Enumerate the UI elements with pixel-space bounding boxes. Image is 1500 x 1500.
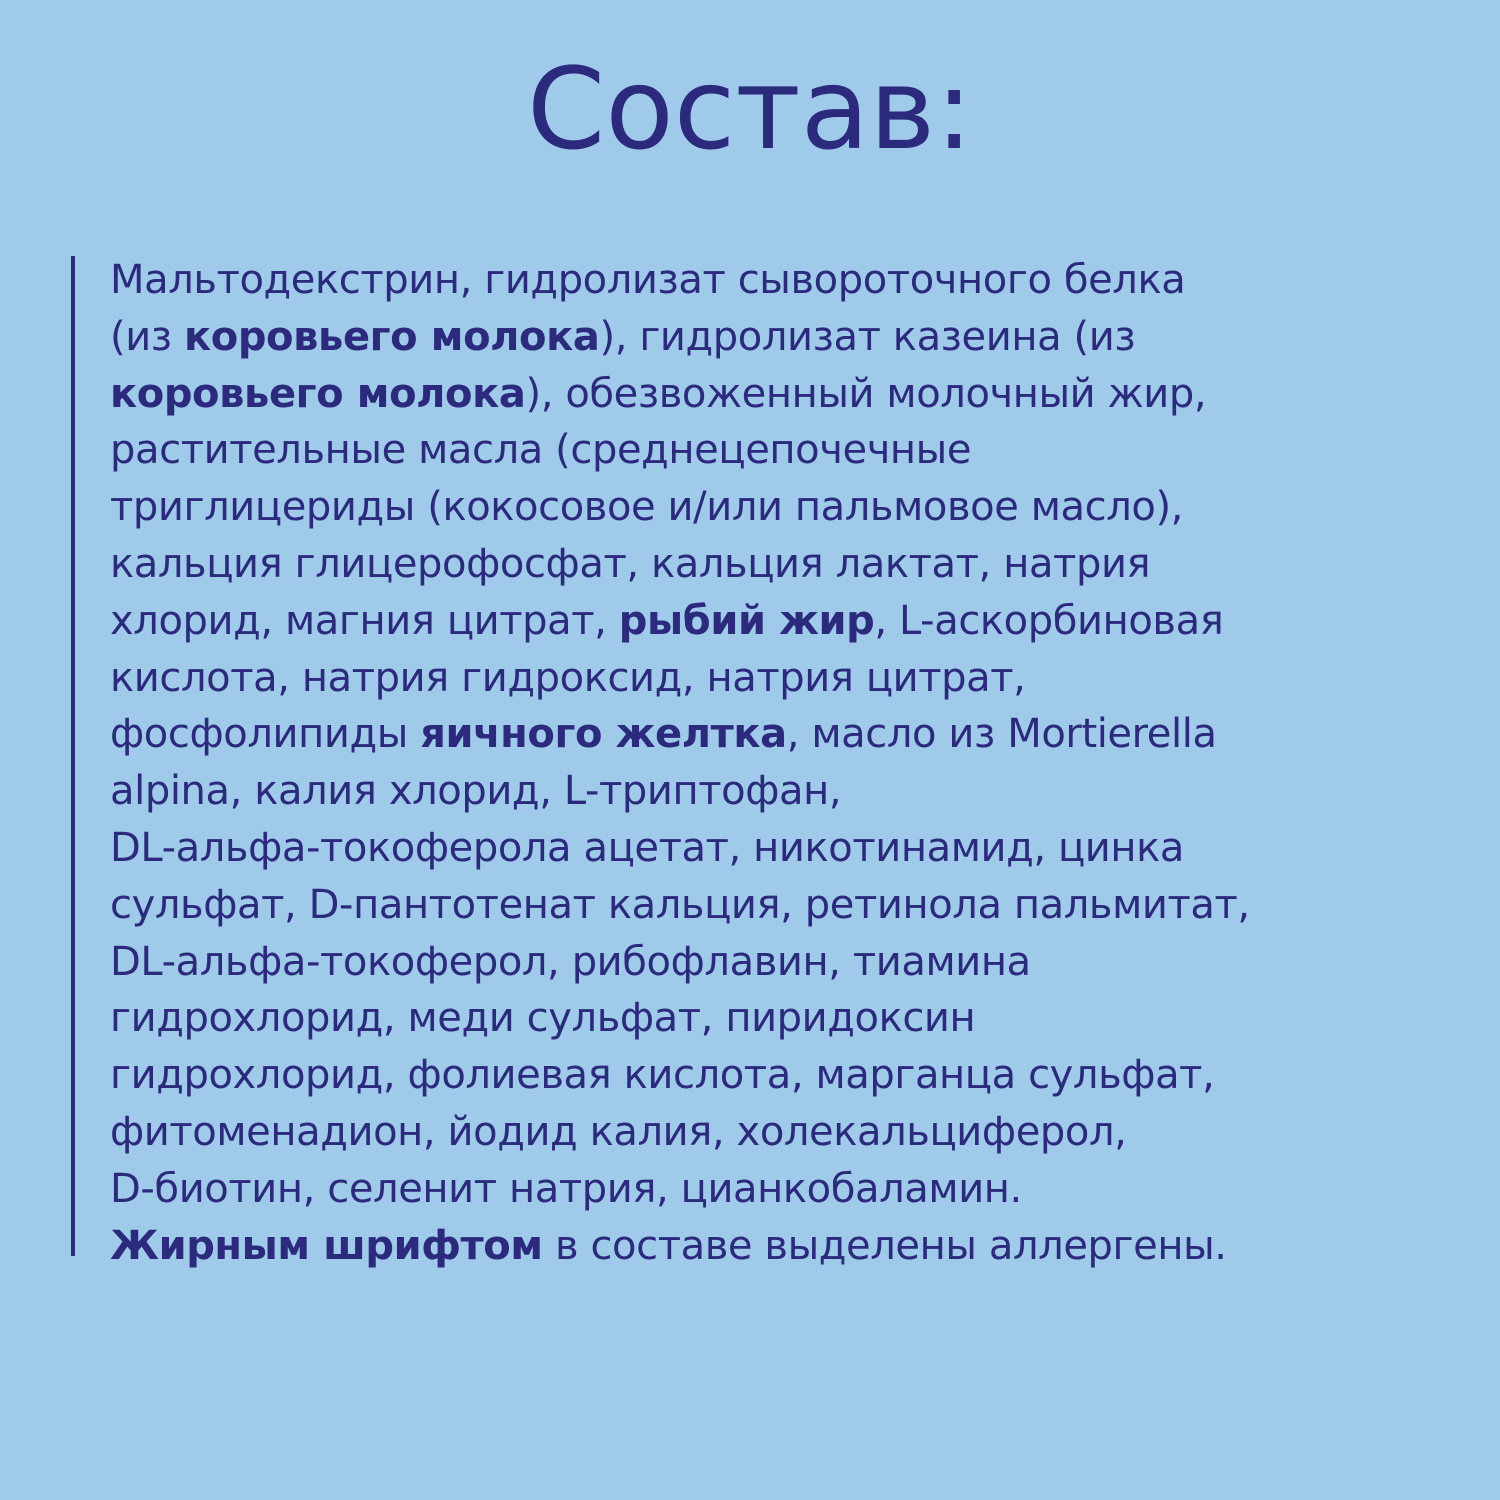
composition-line — [110, 252, 1440, 309]
ingredient-text: гидрохлорид, меди сульфат, пиридоксин — [110, 995, 976, 1042]
composition-line — [110, 877, 1440, 934]
ingredient-text: DL-альфа-токоферола ацетат, никотинамид, цинка — [110, 824, 1185, 871]
ingredient-text: , масло из Mortierella — [786, 711, 1217, 758]
composition-line — [110, 1218, 1440, 1275]
page-title: Состав: — [527, 45, 973, 175]
composition-line — [110, 763, 1440, 820]
ingredient-text: DL-альфа-токоферол, рибофлавин, тиамина — [110, 938, 1031, 985]
ingredient-text: ), обезвоженный молочный жир, — [525, 370, 1207, 417]
composition-line — [110, 706, 1440, 763]
allergen-highlight: рыбий жир — [618, 597, 875, 644]
ingredient-text: ), гидролизат казеина (из — [599, 313, 1136, 360]
ingredient-text: , L-аскорбиновая — [874, 597, 1224, 644]
composition-line — [110, 479, 1440, 536]
ingredient-text: фитоменадион, йодид калия, холекальциферол, — [110, 1108, 1127, 1155]
ingredient-text: фосфолипиды — [110, 711, 421, 758]
composition-line — [110, 309, 1440, 366]
ingredient-text: D-биотин, селенит натрия, цианкобаламин. — [110, 1165, 1022, 1212]
ingredient-text: кальция глицерофосфат, кальция лактат, натрия — [110, 540, 1151, 587]
composition-line — [110, 650, 1440, 707]
composition-line — [110, 1161, 1440, 1218]
ingredient-text: в составе выделены аллергены. — [542, 1222, 1227, 1269]
composition-line — [110, 1104, 1440, 1161]
left-accent-rule — [71, 256, 75, 1256]
composition-line — [110, 820, 1440, 877]
ingredient-text: хлорид, магния цитрат, — [110, 597, 619, 644]
composition-line — [110, 934, 1440, 991]
composition-line — [110, 422, 1440, 479]
composition-text — [110, 252, 1440, 1274]
composition-line — [110, 990, 1440, 1047]
allergen-highlight: коровьего молока — [184, 313, 600, 360]
composition-line — [110, 1047, 1440, 1104]
allergen-highlight: яичного желтка — [420, 711, 787, 758]
composition-line — [110, 593, 1440, 650]
allergen-highlight: коровьего молока — [110, 370, 526, 417]
ingredient-text: Мальтодекстрин, гидролизат сывороточного белка — [110, 257, 1186, 303]
ingredient-text: alpina, калия хлорид, L-триптофан, — [110, 768, 842, 815]
ingredient-text: растительные масла (среднецепочечные — [110, 427, 972, 474]
composition-line — [110, 366, 1440, 423]
ingredient-text: гидрохлорид, фолиевая кислота, марганца сульфат, — [110, 1052, 1215, 1099]
ingredient-text: кислота, натрия гидроксид, натрия цитрат, — [110, 654, 1026, 701]
allergen-highlight: Жирным шрифтом — [110, 1222, 543, 1269]
composition-line — [110, 536, 1440, 593]
ingredient-text: сульфат, D-пантотенат кальция, ретинола пальмитат, — [110, 881, 1250, 928]
ingredient-text: триглицериды (кокосовое и/или пальмовое масло), — [110, 484, 1183, 531]
ingredient-text: (из — [110, 313, 184, 360]
